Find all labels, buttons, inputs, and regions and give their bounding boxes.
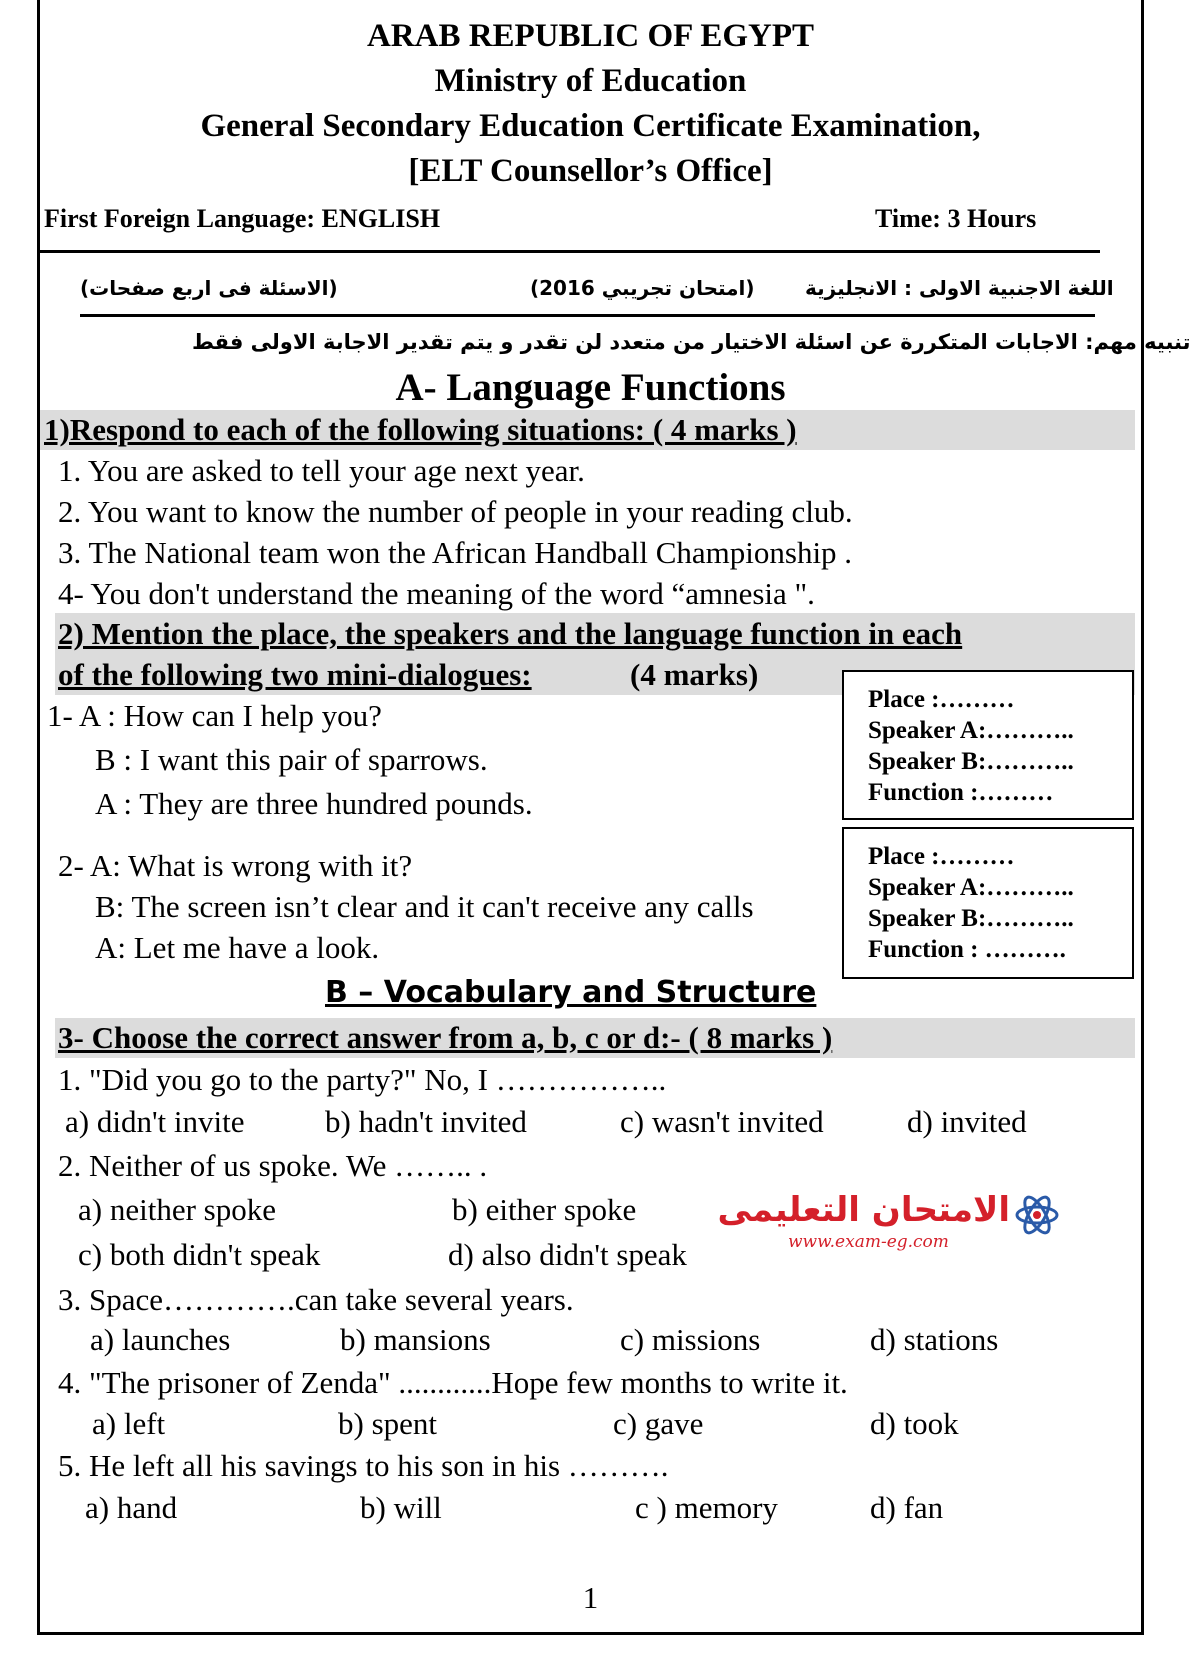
exam-eg-logo — [717, 1190, 1060, 1260]
mcq-2-option-b: b) either spoke — [452, 1192, 637, 1227]
header-divider — [40, 250, 1100, 253]
header-country: ARAB REPUBLIC OF EGYPT — [366, 18, 815, 54]
mcq-3-option-d: d) stations — [870, 1322, 999, 1357]
header-office: [ELT Counsellor’s Office] — [408, 153, 773, 189]
dialogue2-line1: 2- A: What is wrong with it? — [58, 848, 413, 883]
box2-speaker-a: Speaker A:……….. — [868, 874, 1074, 901]
mcq-4-option-d: d) took — [870, 1406, 959, 1441]
dialogue2-line3: A: Let me have a look. — [95, 930, 380, 965]
mcq-3-option-c: c) missions — [620, 1322, 761, 1357]
arabic-exam-label: (امتحان تجريبي 2016) — [530, 276, 755, 300]
mcq-2-option-d: d) also didn't speak — [448, 1237, 687, 1272]
dialogue1-line3: A : They are three hundred pounds. — [95, 786, 533, 821]
section-b-title: B – Vocabulary and Structure — [325, 975, 817, 1010]
header-ministry: Ministry of Education — [434, 63, 747, 99]
subject-label: First Foreign Language: ENGLISH — [44, 204, 441, 233]
header-exam-title: General Secondary Education Certificate Examination, — [200, 108, 981, 144]
q3-heading: 3- Choose the correct answer from a, b, c or d:- ( 8 marks ) — [58, 1020, 833, 1055]
mcq-1-option-c: c) wasn't invited — [620, 1104, 824, 1139]
atom-icon — [1014, 1192, 1060, 1238]
logo-arabic-text: الامتحان التعليمى — [717, 1190, 1010, 1230]
dialogue1-line1: 1- A : How can I help you? — [47, 698, 382, 733]
mcq-1-option-b: b) hadn't invited — [325, 1104, 527, 1139]
dialogue2-line2: B: The screen isn’t clear and it can't receive any calls — [95, 889, 754, 924]
mcq-4-option-a: a) left — [92, 1406, 166, 1441]
box1-speaker-a: Speaker A:……….. — [868, 717, 1074, 744]
time-label: Time: 3 Hours — [875, 204, 1037, 233]
arabic-pages-note: (الاسئلة فى اربع صفحات) — [80, 276, 338, 300]
mcq-3-stem: 3. Space………….can take several years. — [58, 1282, 574, 1317]
mcq-1-stem: 1. "Did you go to the party?" No, I …………….. — [58, 1062, 667, 1097]
mcq-1-option-a: a) didn't invite — [65, 1104, 245, 1139]
mcq-3-option-a: a) launches — [90, 1322, 231, 1357]
mcq-4-option-b: b) spent — [338, 1406, 438, 1441]
mcq-1-option-d: d) invited — [907, 1104, 1027, 1139]
mcq-4-option-c: c) gave — [613, 1406, 704, 1441]
mcq-4-stem: 4. "The prisoner of Zenda" ............Hope few months to write it. — [58, 1365, 848, 1400]
q2-marks: (4 marks) — [630, 657, 759, 692]
mcq-2-stem: 2. Neither of us spoke. We …….. . — [58, 1148, 488, 1183]
q1-item-1: 1. You are asked to tell your age next year. — [58, 453, 585, 488]
box2-place: Place :……… — [868, 843, 1015, 870]
box1-place: Place :……… — [868, 686, 1015, 713]
mcq-5-option-d: d) fan — [870, 1490, 944, 1525]
box1-function: Function :……… — [868, 779, 1054, 806]
answer-box-1 — [842, 670, 1134, 820]
q1-heading: 1)Respond to each of the following situations: ( 4 marks ) — [44, 412, 797, 447]
arabic-divider — [80, 314, 1095, 317]
q1-item-4: 4- You don't understand the meaning of the word “amnesia ". — [58, 576, 815, 611]
answer-box-2 — [842, 827, 1134, 979]
q2-heading-line1: 2) Mention the place, the speakers and the language function in each — [58, 616, 963, 651]
section-a-title: A- Language Functions — [395, 366, 786, 409]
mcq-2-option-c: c) both didn't speak — [78, 1237, 321, 1272]
q2-heading-line2: of the following two mini-dialogues: — [58, 657, 532, 692]
logo-url: www.exam-eg.com — [788, 1232, 949, 1252]
box2-function: Function : ………. — [868, 936, 1066, 963]
arabic-important-note: تنبيه مهم: الاجابات المتكررة عن اسئلة الاختيار من متعدد لن تقدر و يتم تقدير الاجابة الاولى فقط — [192, 330, 1191, 354]
page-number: 1 — [582, 1580, 599, 1615]
q1-item-2: 2. You want to know the number of people in your reading club. — [58, 494, 853, 529]
box1-speaker-b: Speaker B:……….. — [868, 748, 1074, 775]
mcq-2-option-a: a) neither spoke — [78, 1192, 276, 1227]
dialogue1-line2: B : I want this pair of sparrows. — [95, 742, 488, 777]
mcq-5-option-a: a) hand — [85, 1490, 178, 1525]
arabic-subject-label: اللغة الاجنبية الاولى : الانجليزية — [805, 276, 1114, 300]
mcq-5-option-c: c ) memory — [635, 1490, 778, 1525]
box2-speaker-b: Speaker B:……….. — [868, 905, 1074, 932]
mcq-3-option-b: b) mansions — [340, 1322, 491, 1357]
q1-item-3: 3. The National team won the African Handball Championship . — [58, 535, 853, 570]
mcq-5-stem: 5. He left all his savings to his son in his ………. — [58, 1448, 669, 1483]
mcq-5-option-b: b) will — [360, 1490, 442, 1525]
